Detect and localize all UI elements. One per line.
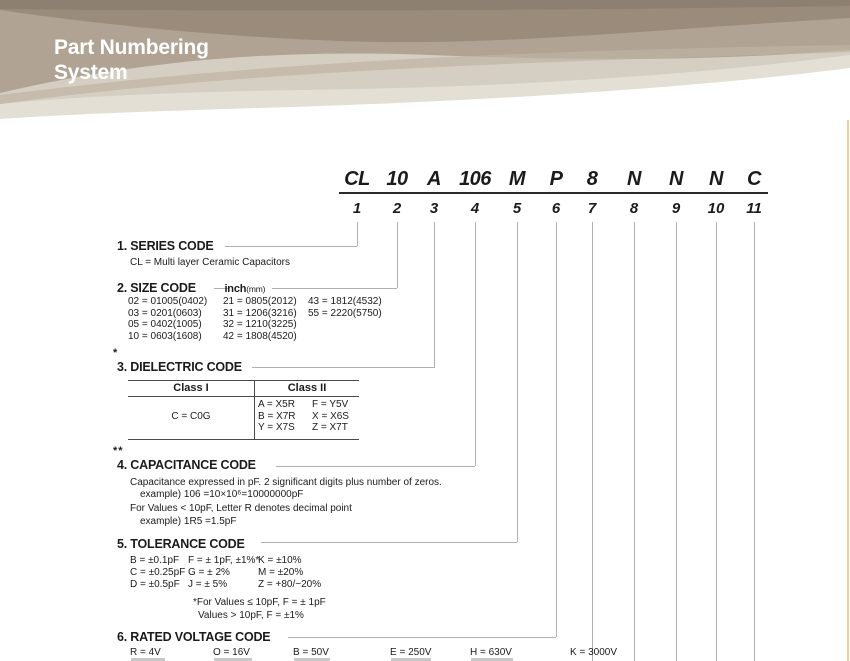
size-unit-label: inch xyxy=(224,283,247,295)
elbow-size xyxy=(272,288,397,289)
size-code-heading xyxy=(117,281,265,295)
connector-line-1 xyxy=(357,222,358,246)
pn-code-9: N xyxy=(669,168,683,190)
pn-pos-6: 6 xyxy=(551,200,561,217)
connector-line-11 xyxy=(754,222,755,661)
size-entry: 43 = 1812(4532) xyxy=(308,296,382,307)
page-title xyxy=(54,36,209,86)
pn-pos-10: 10 xyxy=(707,200,725,217)
size-code-title: 2. SIZE CODE xyxy=(117,281,196,295)
capacitance-line4: example) 1R5 =1.5pF xyxy=(140,516,237,527)
part-number-underline xyxy=(339,192,768,194)
voltage-code-heading: 6. RATED VOLTAGE CODE xyxy=(117,630,271,644)
tolerance-entry: B = ±0.1pF xyxy=(130,555,180,566)
connector-line-8 xyxy=(634,222,635,661)
voltage-entry: K = 3000V xyxy=(570,647,617,658)
size-entry: 21 = 0805(2012) xyxy=(223,296,297,307)
size-unit-suffix: (mm) xyxy=(246,284,266,294)
tolerance-entry: Z = +80/−20% xyxy=(258,579,322,590)
connector-line-2 xyxy=(397,222,398,288)
size-entry: 02 = 01005(0402) xyxy=(128,296,208,307)
size-entry: 32 = 1210(3225) xyxy=(223,319,297,331)
dielectric-code-heading: 3. DIELECTRIC CODE xyxy=(117,360,242,374)
size-entry: 05 = 0402(1005) xyxy=(128,319,202,331)
pn-code-6: P xyxy=(549,168,563,190)
tolerance-entry: F = ± 1pF, ±1%* xyxy=(188,555,260,566)
size-entry: 55 = 2220(5750) xyxy=(308,307,382,319)
pn-code-2: 10 xyxy=(386,168,408,190)
dielectric-table-header xyxy=(128,381,359,397)
dielectric-table xyxy=(128,380,359,440)
class2-header: Class II xyxy=(287,382,327,394)
tolerance-footnote-2: Values > 10pF, F = ±1% xyxy=(198,610,304,621)
elbow-series xyxy=(225,246,357,247)
dielectric-entry: Y = X7S xyxy=(258,422,295,433)
pn-code-1: CL xyxy=(344,168,370,190)
elbow-voltage xyxy=(288,637,556,638)
pn-pos-9: 9 xyxy=(671,200,681,217)
series-code-heading: 1. SERIES CODE xyxy=(117,239,214,253)
class2-row xyxy=(255,422,359,434)
tolerance-entry: G = ± 2% xyxy=(188,567,230,578)
tolerance-row xyxy=(130,579,321,590)
connector-line-4 xyxy=(475,222,476,466)
size-code-column-3 xyxy=(308,296,382,319)
pn-pos-2: 2 xyxy=(392,200,402,217)
tolerance-row xyxy=(130,567,303,578)
page-title-line1: Part Numbering xyxy=(54,36,209,59)
dielectric-entry: X = X6S xyxy=(312,410,349,422)
class2-values xyxy=(255,397,359,439)
tolerance-entry: J = ± 5% xyxy=(188,579,228,590)
capacitance-line1: Capacitance expressed in pF. 2 significant digits plus number of zeros. xyxy=(130,477,442,488)
dielectric-entry: F = Y5V xyxy=(312,399,349,410)
dielectric-asterisk: * xyxy=(113,347,119,359)
voltage-entry: E = 250V xyxy=(390,647,432,658)
pn-pos-8: 8 xyxy=(629,200,639,217)
size-entry: 31 = 1206(3216) xyxy=(223,307,297,319)
size-entry: 10 = 0603(1608) xyxy=(128,330,202,342)
elbow-tolerance xyxy=(261,542,517,543)
class2-row xyxy=(255,399,359,411)
class1-value: C = C0G xyxy=(128,397,255,439)
pn-code-10: N xyxy=(709,168,723,190)
connector-line-3 xyxy=(434,222,435,368)
pn-code-7: 8 xyxy=(586,168,598,190)
class1-header: Class I xyxy=(128,381,255,396)
pn-pos-4: 4 xyxy=(470,200,480,217)
page-right-border xyxy=(847,120,849,661)
tolerance-entry: K = ±10% xyxy=(258,555,302,566)
connector-line-9 xyxy=(676,222,677,661)
pn-code-11: C xyxy=(747,168,761,190)
capacitance-asterisk: ** xyxy=(113,445,124,457)
tolerance-entry: D = ±0.5pF xyxy=(130,579,180,590)
pn-pos-7: 7 xyxy=(587,200,597,217)
pn-code-3: A xyxy=(427,168,441,190)
tolerance-entry: C = ±0.25pF xyxy=(130,567,186,578)
size-entry: 03 = 0201(0603) xyxy=(128,307,202,319)
pn-pos-1: 1 xyxy=(352,200,362,217)
pn-pos-5: 5 xyxy=(512,200,522,217)
dielectric-entry: B = X7R xyxy=(258,410,296,422)
connector-line-5 xyxy=(517,222,518,542)
pn-pos-3: 3 xyxy=(429,200,439,217)
dielectric-entry: Z = X7T xyxy=(312,422,348,433)
connector-line-7 xyxy=(592,222,593,661)
series-code-note: CL = Multi layer Ceramic Capacitors xyxy=(130,257,290,268)
voltage-entry: B = 50V xyxy=(293,647,329,658)
voltage-entry: R = 4V xyxy=(130,647,161,658)
pn-pos-11: 11 xyxy=(746,200,762,217)
size-entry: 42 = 1808(4520) xyxy=(223,330,297,342)
pn-code-5: M xyxy=(508,168,526,190)
size-code-column-1 xyxy=(128,296,207,342)
elbow-capacitance xyxy=(276,466,475,467)
capacitance-line2: example) 106 =10×10⁶=10000000pF xyxy=(140,489,304,500)
connector-line-10 xyxy=(716,222,717,661)
dielectric-table-body xyxy=(128,397,359,439)
tolerance-entry: M = ±20% xyxy=(258,567,304,578)
pn-code-4: 106 xyxy=(459,168,491,190)
tolerance-code-heading: 5. TOLERANCE CODE xyxy=(117,537,245,551)
voltage-entry: O = 16V xyxy=(213,647,250,658)
pn-code-8: N xyxy=(627,168,641,190)
tolerance-footnote-1: *For Values ≤ 10pF, F = ± 1pF xyxy=(193,597,326,608)
elbow-dielectric xyxy=(252,367,434,368)
dielectric-entry: A = X5R xyxy=(258,399,295,410)
tolerance-row xyxy=(130,555,302,566)
page-title-line2: System xyxy=(54,60,128,84)
voltage-entry: H = 630V xyxy=(470,647,512,658)
capacitance-code-heading: 4. CAPACITANCE CODE xyxy=(117,458,256,472)
class2-row xyxy=(255,411,359,423)
connector-line-6 xyxy=(556,222,557,637)
capacitance-line3: For Values < 10pF, Letter R denotes decimal point xyxy=(130,503,352,514)
size-code-column-2 xyxy=(223,296,297,342)
